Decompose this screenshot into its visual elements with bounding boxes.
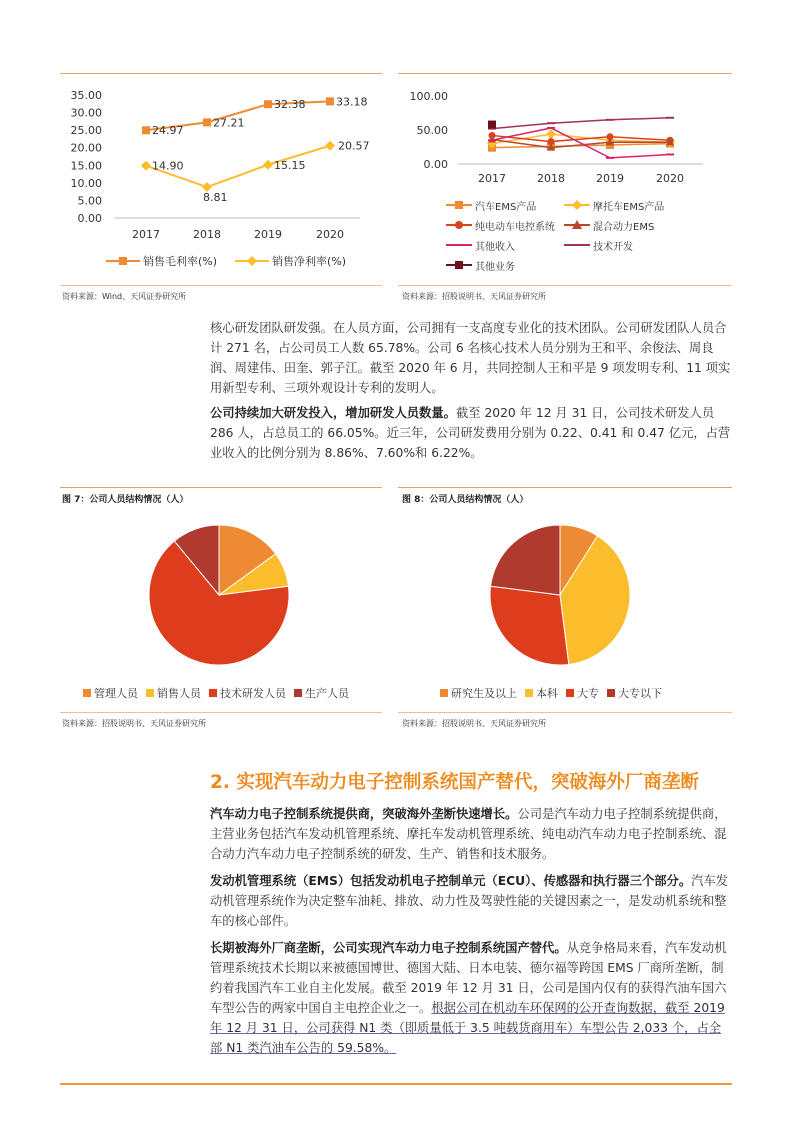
fig5-x-tick-label: 2020 (316, 228, 344, 241)
fig5-data-label: 8.81 (203, 191, 228, 205)
fig5-y-tick-label: 5.00 (77, 194, 102, 208)
fig5-data-point (203, 118, 211, 126)
fig5-y-tick-label: 25.00 (70, 124, 102, 138)
fig5-data-point (326, 97, 334, 105)
fig6-y-tick-label: 0.00 (423, 158, 448, 171)
fig5-data-label: 27.21 (213, 116, 245, 130)
fig6-x-tick-label: 2017 (478, 172, 506, 185)
fig5-data-point (264, 100, 272, 108)
fig7-legend (83, 685, 349, 701)
legend-swatch-bachelor (525, 689, 533, 697)
fig7-legend-item: 生产人员 (305, 687, 349, 700)
fig7-pie-chart (60, 508, 382, 678)
legend-marker-auto-ems (446, 200, 472, 210)
section-heading: 2. 实现汽车动力电子控制系统国产替代，突破海外厂商垄断 (210, 772, 699, 793)
fig5-y-tick-label: 0.00 (77, 212, 102, 225)
fig8-source: 资料来源：招股说明书、天风证券研究所 (402, 719, 546, 728)
fig5-y-tick-label: 20.00 (70, 141, 102, 155)
fig5-x-tick-label: 2018 (193, 228, 221, 241)
paragraph-rd-investment-body: 截至 2020 年 12 月 31 日，公司技术研发人员 286 人，占总员工的 66.05%。近三年，公司研发费用分别为 0.22、0.41 和 0.47 亿元，占营业收入的比例分别为 8.86%、7.60%和 6.22%。 (210, 406, 731, 460)
paragraph-substitution-body: 从竞争格局来看，汽车发动机管理系统技术长期以来被德国博世、德国大陆、日本电装、德尔福等跨国 EMS 厂商所垄断，制约着我国汽车工业自主化发展。截至 2019 年 12 月 31 日，公司是国内仅有的获得汽油车国六车型公告的两家中国自主电控企业之一。 (210, 941, 727, 1015)
legend-marker-moto-ems (564, 200, 590, 210)
legend-swatch-sales (146, 689, 154, 697)
fig6-legend-item: 混合动力EMS (593, 221, 655, 233)
legend-swatch-below-college (607, 689, 615, 697)
fig6-data-point (666, 117, 674, 119)
pie-slice (490, 586, 569, 665)
fig5-data-label: 20.57 (338, 139, 370, 153)
fig5-y-tick-label: 15.00 (70, 159, 102, 173)
legend-swatch-college (566, 689, 574, 697)
fig6-source: 资料来源：招股说明书、天风证券研究所 (402, 292, 546, 301)
fig5-y-tick-label: 35.00 (70, 89, 102, 102)
fig5-data-point (263, 160, 273, 170)
fig8-title: 图 8：公司人员结构情况（人） (402, 495, 529, 505)
fig6-legend-item: 纯电动车电控系统 (475, 221, 555, 233)
fig5-source: 资料来源：Wind、天风证券研究所 (62, 292, 187, 301)
legend-swatch-postgrad (440, 689, 448, 697)
fig5-top-rule (60, 73, 382, 74)
legend-swatch-production (294, 689, 302, 697)
fig7-legend-item: 销售人员 (157, 687, 201, 700)
fig6-data-point (488, 121, 496, 129)
fig7-legend-item: 技术研发人员 (220, 687, 286, 700)
fig6-legend-item: 其他业务 (475, 261, 515, 273)
fig8-pie-chart (398, 508, 732, 678)
paragraph-rd-investment-lead: 公司持续加大研发投入，增加研发人员数量。 (210, 406, 456, 420)
fig5-data-label: 33.18 (336, 95, 368, 109)
fig6-data-point (488, 139, 496, 141)
fig5-data-label: 14.90 (152, 159, 184, 173)
fig5-legend (106, 253, 346, 269)
paragraph-substitution-lead: 长期被海外厂商垄断，公司实现汽车动力电子控制系统国产替代。 (210, 941, 567, 955)
paragraph-substitution (210, 938, 732, 1058)
paragraph-rd-team-text: 核心研发团队研发强。在人员方面，公司拥有一支高度专业化的技术团队。公司研发团队人员合计 271 名，占公司员工人数 65.78%。公司 6 名核心技术人员分别为王和平、余俊法、周良润、周建伟、田奎、郭子江。截至 2020 年 6 月，共同控制人王和平是 9 项发明专利、11 项实用新型专利、三项外观设计专利的发明人。 (210, 321, 731, 395)
fig6-y-tick-label: 50.00 (416, 124, 448, 137)
fig6-x-tick-label: 2020 (656, 172, 684, 185)
fig6-legend-item: 汽车EMS产品 (475, 201, 537, 213)
fig6-legend-item: 技术开发 (593, 241, 633, 253)
fig5-data-label: 15.15 (274, 158, 306, 172)
footer-rule (60, 1083, 732, 1085)
fig5-legend-item: 销售净利率(%) (272, 255, 347, 268)
fig5-legend-item: 销售毛利率(%) (143, 255, 218, 268)
fig5-bottom-rule (60, 285, 382, 286)
paragraph-provider (210, 804, 732, 864)
fig6-data-point (606, 119, 614, 121)
fig5-data-label: 32.38 (274, 98, 306, 112)
fig6-top-rule (398, 73, 732, 74)
fig6-legend (446, 195, 726, 275)
paragraph-ems-lead: 发动机管理系统（EMS）包括发动机电子控制单元（ECU）、传感器和执行器三个部分。 (210, 874, 692, 888)
fig7-bottom-rule (60, 712, 382, 713)
fig6-bottom-rule (398, 285, 732, 286)
fig6-legend-item: 摩托车EMS产品 (593, 201, 665, 213)
fig6-x-tick-label: 2018 (537, 172, 565, 185)
fig5-data-point (141, 161, 151, 171)
fig7-legend-item: 管理人员 (94, 687, 138, 700)
legend-swatch-rd (209, 689, 217, 697)
paragraph-rd-team (210, 318, 732, 398)
gross-margin-legend-marker (106, 256, 140, 266)
fig8-legend-item: 本科 (536, 687, 558, 700)
fig6-data-point (666, 153, 674, 155)
fig5-data-point (325, 141, 335, 151)
fig8-bottom-rule (398, 712, 732, 713)
pie-slice (491, 525, 560, 595)
legend-swatch-management (83, 689, 91, 697)
fig8-legend-item: 大专以下 (618, 687, 662, 700)
fig5-data-point (142, 126, 150, 134)
legend-marker-other-income (446, 240, 472, 250)
fig8-legend (440, 685, 662, 701)
net-margin-legend-marker (235, 256, 269, 266)
fig6-legend-item: 其他收入 (475, 241, 515, 253)
fig7-title: 图 7：公司人员结构情况（人） (62, 495, 189, 505)
legend-marker-hybrid (564, 220, 590, 230)
fig5-x-tick-label: 2019 (254, 228, 282, 241)
paragraph-provider-body: 公司是汽车动力电子控制系统提供商，主营业务包括汽车发动机管理系统、摩托车发动机管理系统、纯电动汽车动力电子控制系统、混合动力汽车动力电子控制系统的研发、生产、销售和技术服务。 (210, 807, 727, 861)
fig6-x-tick-label: 2019 (596, 172, 624, 185)
fig8-legend-item: 研究生及以上 (451, 687, 517, 700)
fig6-series-line (492, 118, 670, 129)
fig5-data-label: 24.97 (152, 124, 184, 138)
fig7-source: 资料来源：招股说明书、天风证券研究所 (62, 719, 206, 728)
fig5-y-tick-label: 30.00 (70, 106, 102, 120)
paragraph-substitution-underlined: 根据公司在机动车环保网的公开查询数据，截至 2019 年 12 月 31 日，公司获得 N1 类（即质量低于 3.5 吨载货商用车）车型公告 2,033 个，占全部 N1 类汽油车公告的 59.58%。 (210, 1001, 725, 1055)
paragraph-provider-lead: 汽车动力电子控制系统提供商，突破海外垄断快速增长。 (210, 807, 518, 821)
fig6-y-tick-label: 100.00 (409, 90, 448, 103)
fig6-data-point (547, 127, 555, 129)
fig5-x-tick-label: 2017 (132, 228, 160, 241)
fig6-data-point (547, 122, 555, 124)
fig8-legend-item: 大专 (577, 687, 599, 700)
fig7-top-rule (60, 487, 382, 488)
paragraph-ems (210, 871, 732, 931)
legend-marker-ev (446, 220, 472, 230)
paragraph-rd-investment (210, 403, 732, 463)
fig5-y-tick-label: 10.00 (70, 176, 102, 190)
legend-marker-tech-dev (564, 240, 590, 250)
fig6-data-point (606, 157, 614, 159)
paragraph-ems-body: 汽车发动机管理系统作为决定整车油耗、排放、动力性及驾驶性能的关键因素之一，是发动机系统和整车的核心部件。 (210, 874, 729, 928)
fig6-data-point (546, 129, 556, 139)
legend-marker-other-business (446, 260, 472, 270)
fig6-chart (398, 78, 732, 188)
fig8-top-rule (398, 487, 732, 488)
